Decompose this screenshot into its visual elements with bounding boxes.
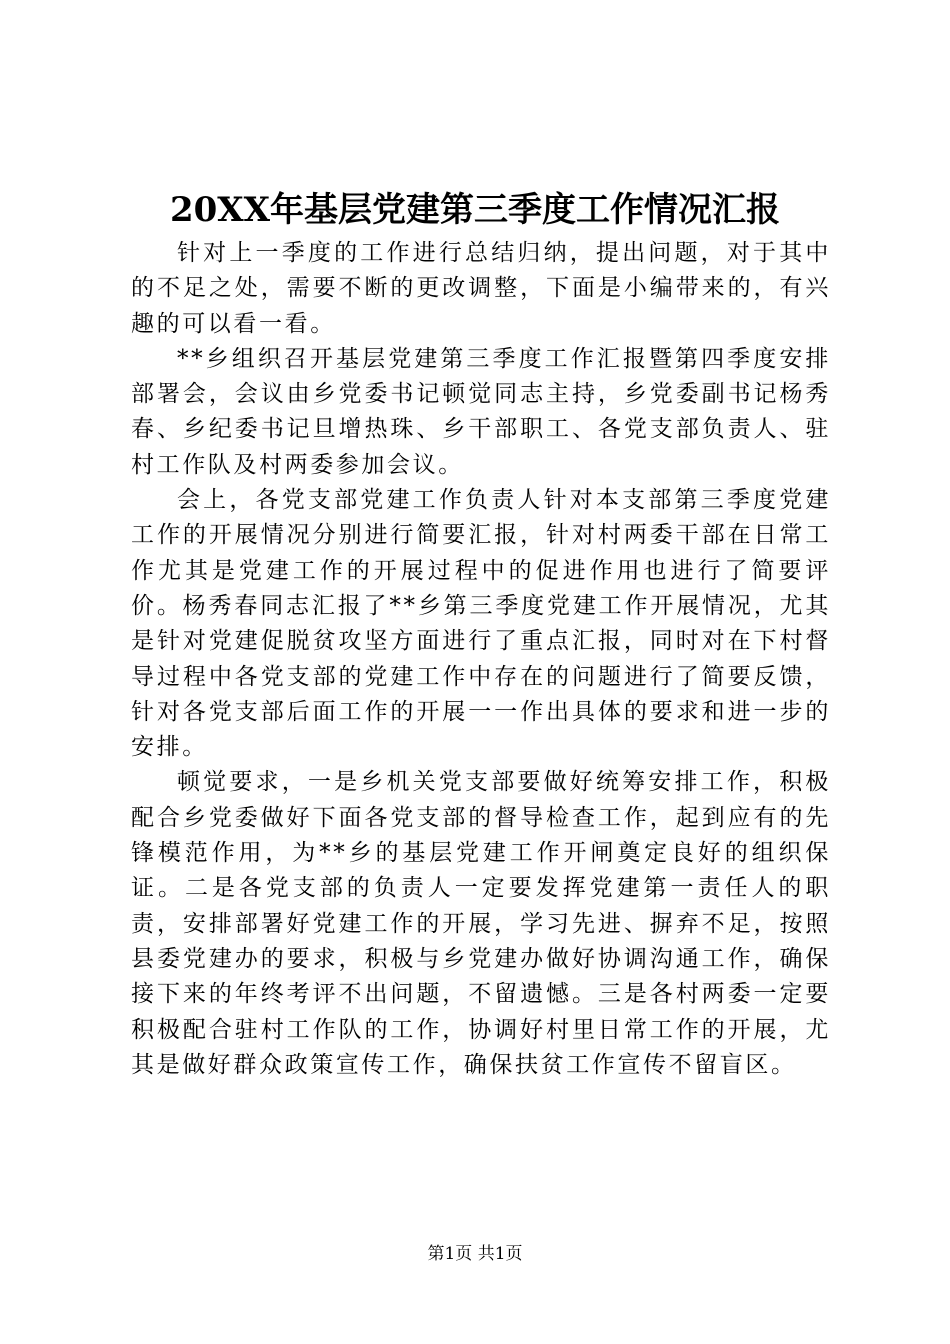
paragraph-intro: 针对上一季度的工作进行总结归纳，提出问题，对于其中的不足之处，需要不断的更改调整，下面是小编带来的，有兴趣的可以看一看。 [131, 240, 831, 337]
document-body [131, 236, 831, 1083]
page-footer: 第1页 共1页 [427, 1244, 523, 1264]
paragraph-reports: 会上，各党支部党建工作负责人针对本支部第三季度党建工作的开展情况分别进行简要汇报，针对村两委干部在日常工作尤其是党建工作的开展过程中的促进作用也进行了简要评价。杨秀春同志汇报了**乡第三季度党建工作开展情况，尤其是针对党建促脱贫攻坚方面进行了重点汇报，同时对在下村督导过程中各党支部的党建工作中存在的问题进行了简要反馈，针对各党支部后面工作的开展一一作出具体的要求和进一步的安排。 [131, 487, 831, 761]
paragraph-meeting: **乡组织召开基层党建第三季度工作汇报暨第四季度安排部署会，会议由乡党委书记顿觉同志主持，乡党委副书记杨秀春、乡纪委书记旦增热珠、乡干部职工、各党支部负责人、驻村工作队及村两委参加会议。 [131, 345, 831, 478]
document-title: 20XX年基层党建第三季度工作情况汇报 [169, 190, 781, 230]
paragraph-requirements: 顿觉要求，一是乡机关党支部要做好统筹安排工作，积极配合乡党委做好下面各党支部的督导检查工作，起到应有的先锋模范作用，为**乡的基层党建工作开闸奠定良好的组织保证。二是各党支部的负责人一定要发挥党建第一责任人的职责，安排部署好党建工作的开展，学习先进、摒弃不足，按照县委党建办的要求，积极与乡党建办做好协调沟通工作，确保接下来的年终考评不出问题，不留遗憾。三是各村两委一定要积极配合驻村工作队的工作，协调好村里日常工作的开展，尤其是做好群众政策宣传工作，确保扶贫工作宣传不留盲区。 [131, 769, 831, 1078]
